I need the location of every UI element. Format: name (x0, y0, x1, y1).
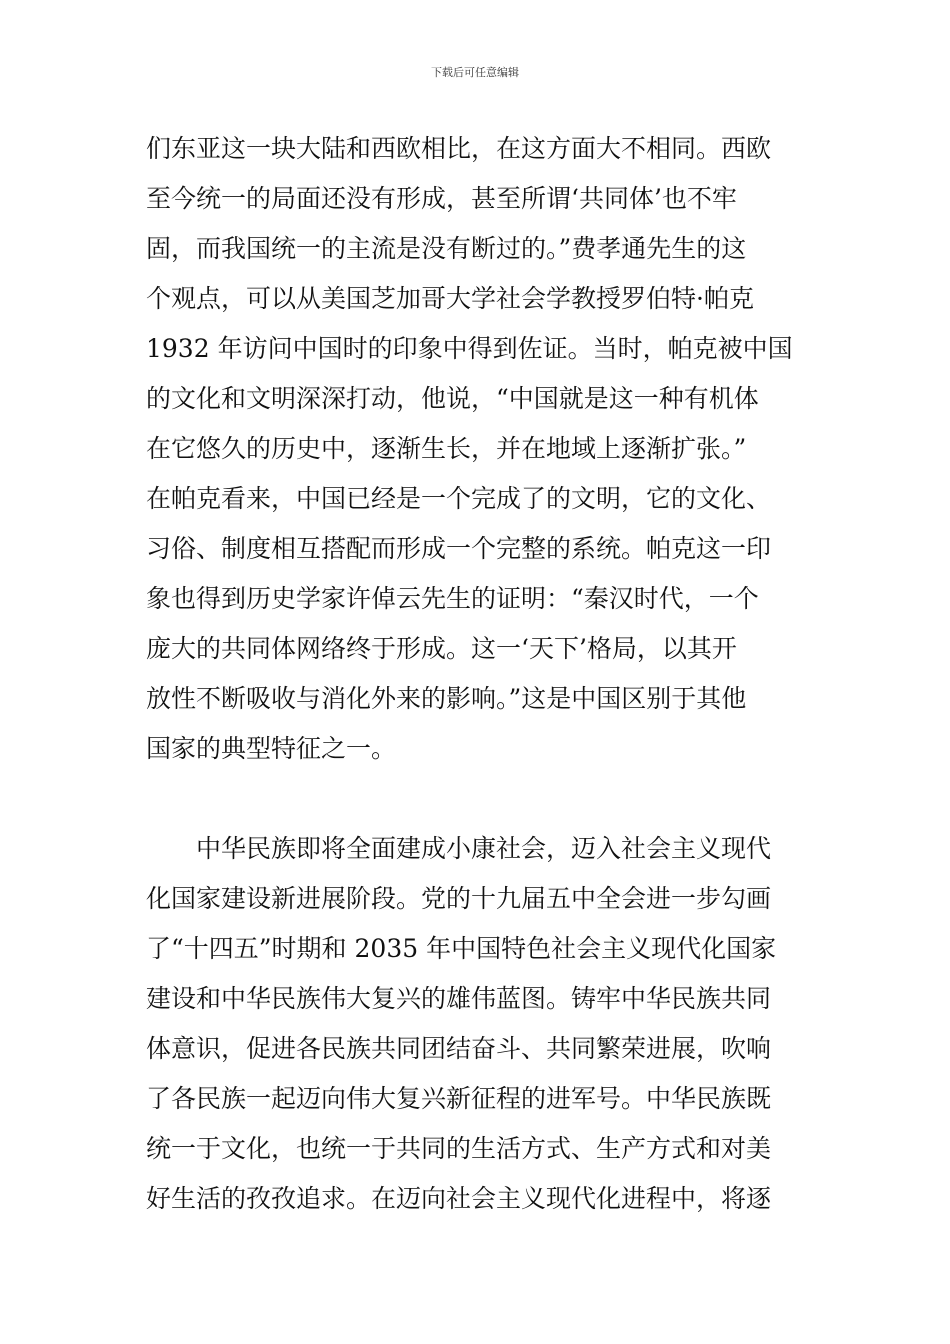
paragraph-1-line-6: 的文化和文明深深打动，他说，“中国就是这一种有机体 (146, 384, 759, 413)
paragraph-1-line-13: 国家的典型特征之一。 (146, 734, 397, 763)
paragraph-1-line-7: 在它悠久的历史中，逐渐生长，并在地域上逐渐扩张。” (146, 434, 747, 463)
paragraph-1-line-12: 放性不断吸收与消化外来的影响。”这是中国区别于其他 (146, 684, 747, 713)
paragraph-2-line-4: 建设和中华民族伟大复兴的雄伟蓝图。铸牢中华民族共同 (146, 984, 772, 1013)
paragraph-1-line-5: 1932 年访问中国时的印象中得到佐证。当时，帕克被中国 (146, 334, 793, 363)
paragraph-1-line-11: 庞大的共同体网络终于形成。这一‘天下’格局，以其开 (146, 634, 737, 663)
paragraph-2-line-3: 了“十四五”时期和 2035 年中国特色社会主义现代化国家 (146, 934, 777, 963)
paragraph-1-line-3: 固，而我国统一的主流是没有断过的。”费孝通先生的这 (146, 234, 747, 263)
paragraph-1-line-8: 在帕克看来，中国已经是一个完成了的文明，它的文化、 (146, 484, 772, 513)
paragraph-1-line-10: 象也得到历史学家许倬云先生的证明：“秦汉时代，一个 (146, 584, 759, 613)
page-header: 下载后可任意编辑 (431, 66, 519, 79)
paragraph-1-line-1: 们东亚这一块大陆和西欧相比，在这方面大不相同。西欧 (146, 134, 772, 163)
paragraph-2-line-2: 化国家建设新进展阶段。党的十九届五中全会进一步勾画 (146, 884, 772, 913)
paragraph-2-line-7: 统一于文化，也统一于共同的生活方式、生产方式和对美 (146, 1134, 772, 1163)
paragraph-1-line-4: 个观点，可以从美国芝加哥大学社会学教授罗伯特·帕克 (146, 284, 754, 313)
paragraph-1-line-9: 习俗、制度相互搭配而形成一个完整的系统。帕克这一印 (146, 534, 772, 563)
paragraph-2-line-8: 好生活的孜孜追求。在迈向社会主义现代化进程中，将逐 (146, 1184, 772, 1213)
paragraph-2-line-1: 中华民族即将全面建成小康社会，迈入社会主义现代 (196, 834, 772, 863)
paragraph-1-line-2: 至今统一的局面还没有形成，甚至所谓‘共同体’也不牢 (146, 184, 737, 213)
paragraph-2-line-6: 了各民族一起迈向伟大复兴新征程的进军号。中华民族既 (146, 1084, 772, 1113)
paragraph-2-line-5: 体意识，促进各民族共同团结奋斗、共同繁荣进展，吹响 (146, 1034, 772, 1063)
